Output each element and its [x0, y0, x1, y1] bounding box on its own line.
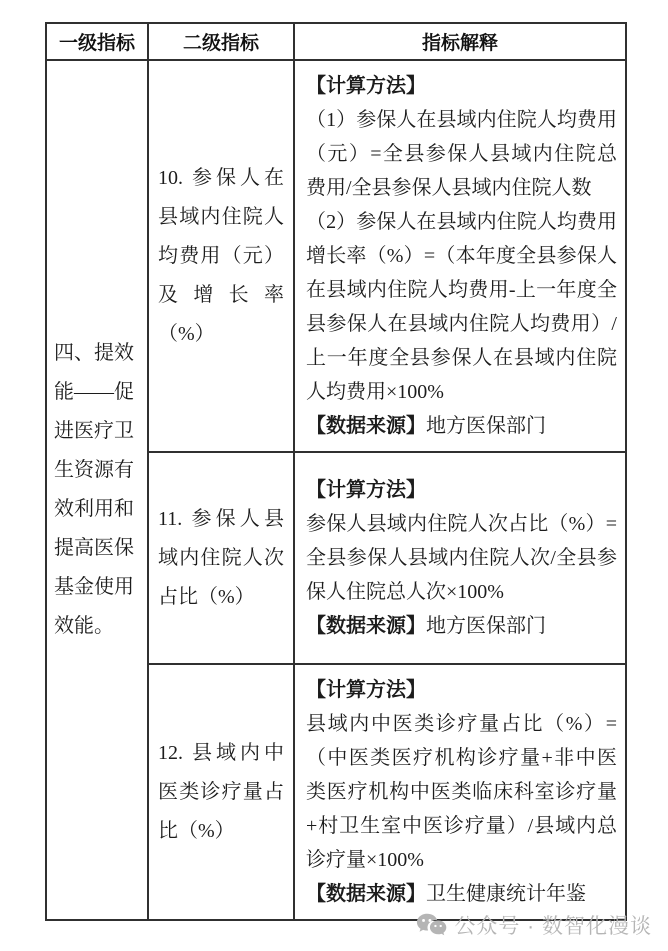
calc-method-label: 【计算方法】 [306, 75, 426, 97]
calc-method-text-2: （2）参保人在县域内住院人均费用增长率（%）=（本年度全县参保人在县域内住院人均费用-上一年度全县参保人在县域内住院人均费用）/上一年度全县参保人在县域内住院人均费用×100% [306, 211, 617, 403]
data-source-text: 地方医保部门 [426, 415, 546, 437]
explanation-11-cell [294, 452, 626, 664]
level2-indicator-12-cell: 12. 县域内中医类诊疗量占比（%） [148, 664, 294, 920]
calc-method-label: 【计算方法】 [306, 679, 426, 701]
indicator-table [45, 22, 627, 921]
level2-indicator-10-cell: 10. 参保人在县域内住院人均费用（元）及增长率（%） [148, 60, 294, 452]
calc-method-text: 参保人县域内住院人次占比（%）=全县参保人县域内住院人次/全县参保人住院总人次×100% [306, 513, 617, 603]
wechat-icon [416, 912, 447, 938]
col-header-level2: 二级指标 [148, 23, 294, 60]
data-source-text: 卫生健康统计年鉴 [426, 883, 586, 905]
data-source-line [306, 409, 617, 443]
data-source-label: 【数据来源】 [306, 883, 426, 905]
data-source-label: 【数据来源】 [306, 415, 426, 437]
watermark-text: 公众号 · 数智化漫谈 [454, 915, 652, 938]
data-source-line [306, 609, 617, 643]
calc-method-text-1: （1）参保人在县域内住院人均费用（元）=全县参保人县域内住院总费用/全县参保人县域内住院人数 [306, 109, 617, 199]
watermark-footer [416, 907, 652, 943]
header-row [46, 23, 626, 60]
col-header-level1: 一级指标 [46, 23, 148, 60]
explanation-12-cell [294, 664, 626, 920]
calc-method-label: 【计算方法】 [306, 479, 426, 501]
data-source-text: 地方医保部门 [426, 615, 546, 637]
col-header-explanation: 指标解释 [294, 23, 626, 60]
data-source-label: 【数据来源】 [306, 615, 426, 637]
explanation-10-cell [294, 60, 626, 452]
calc-method-text: 县域内中医类诊疗量占比（%）=（中医类医疗机构诊疗量+非中医类医疗机构中医类临床科室诊疗量+村卫生室中医诊疗量）/县域内总诊疗量×100% [306, 713, 617, 871]
table-row-indicator-10 [46, 60, 626, 452]
data-source-line [306, 877, 617, 911]
level1-indicator-cell: 四、提效能——促进医疗卫生资源有效利用和提高医保基金使用效能。 [46, 60, 148, 920]
level2-indicator-11-cell: 11. 参保人县域内住院人次占比（%） [148, 452, 294, 664]
